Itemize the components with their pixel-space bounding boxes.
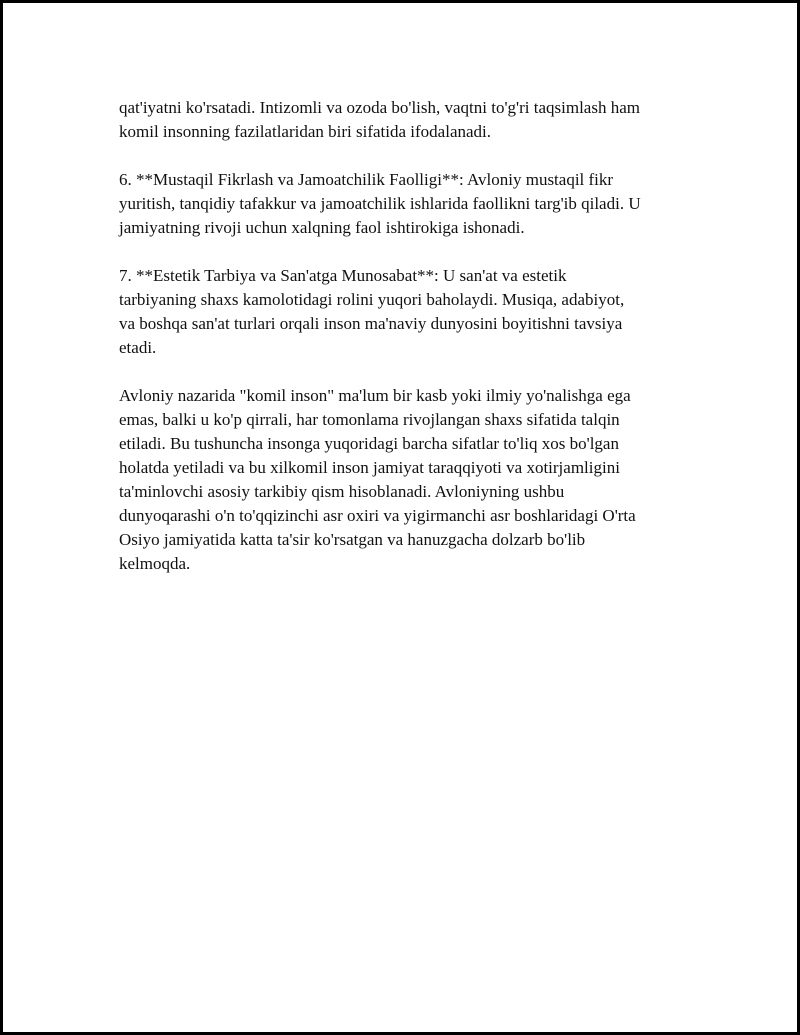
- text-line: qat'iyatni ko'rsatadi. Intizomli va ozoda bo'lish, vaqtni to'g'ri taqsimlash ham: [119, 98, 640, 117]
- text-line: 6. **Mustaqil Fikrlash va Jamoatchilik Faolligi**: Avloniy mustaqil fikr: [119, 170, 614, 189]
- paragraph-item-6: [119, 168, 699, 240]
- text-line: holatda yetiladi va bu xilkomil inson jamiyat taraqqiyoti va xotirjamligini: [119, 458, 620, 477]
- text-line: Avloniy nazarida "komil inson" ma'lum bir kasb yoki ilmiy yo'nalishga ega: [119, 386, 631, 405]
- text-line: va boshqa san'at turlari orqali inson ma'naviy dunyosini boyitishni tavsiya: [119, 314, 623, 333]
- text-line: Osiyo jamiyatida katta ta'sir ko'rsatgan va hanuzgacha dolzarb bo'lib: [119, 530, 586, 549]
- paragraph-continuation: [119, 96, 699, 144]
- text-line: jamiyatning rivoji uchun xalqning faol ishtirokiga ishonadi.: [119, 218, 525, 237]
- paragraph-item-7: [119, 264, 699, 360]
- text-line: kelmoqda.: [119, 554, 191, 573]
- text-line: komil insonning fazilatlaridan biri sifatida ifodalanadi.: [119, 122, 492, 141]
- document-body: [119, 96, 699, 600]
- text-line: emas, balki u ko'p qirrali, har tomonlama rivojlangan shaxs sifatida talqin: [119, 410, 620, 429]
- text-line: etiladi. Bu tushuncha insonga yuqoridagi barcha sifatlar to'liq xos bo'lgan: [119, 434, 619, 453]
- text-line: dunyoqarashi o'n to'qqizinchi asr oxiri va yigirmanchi asr boshlaridagi O'rta: [119, 506, 636, 525]
- text-line: tarbiyaning shaxs kamolotidagi rolini yuqori baholaydi. Musiqa, adabiyot,: [119, 290, 625, 309]
- text-line: yuritish, tanqidiy tafakkur va jamoatchilik ishlarida faollikni targ'ib qiladi. U: [119, 194, 641, 213]
- text-line: ta'minlovchi asosiy tarkibiy qism hisoblanadi. Avloniyning ushbu: [119, 482, 565, 501]
- text-line: 7. **Estetik Tarbiya va San'atga Munosabat**: U san'at va estetik: [119, 266, 567, 285]
- text-line: etadi.: [119, 338, 157, 357]
- paragraph-conclusion: [119, 384, 699, 576]
